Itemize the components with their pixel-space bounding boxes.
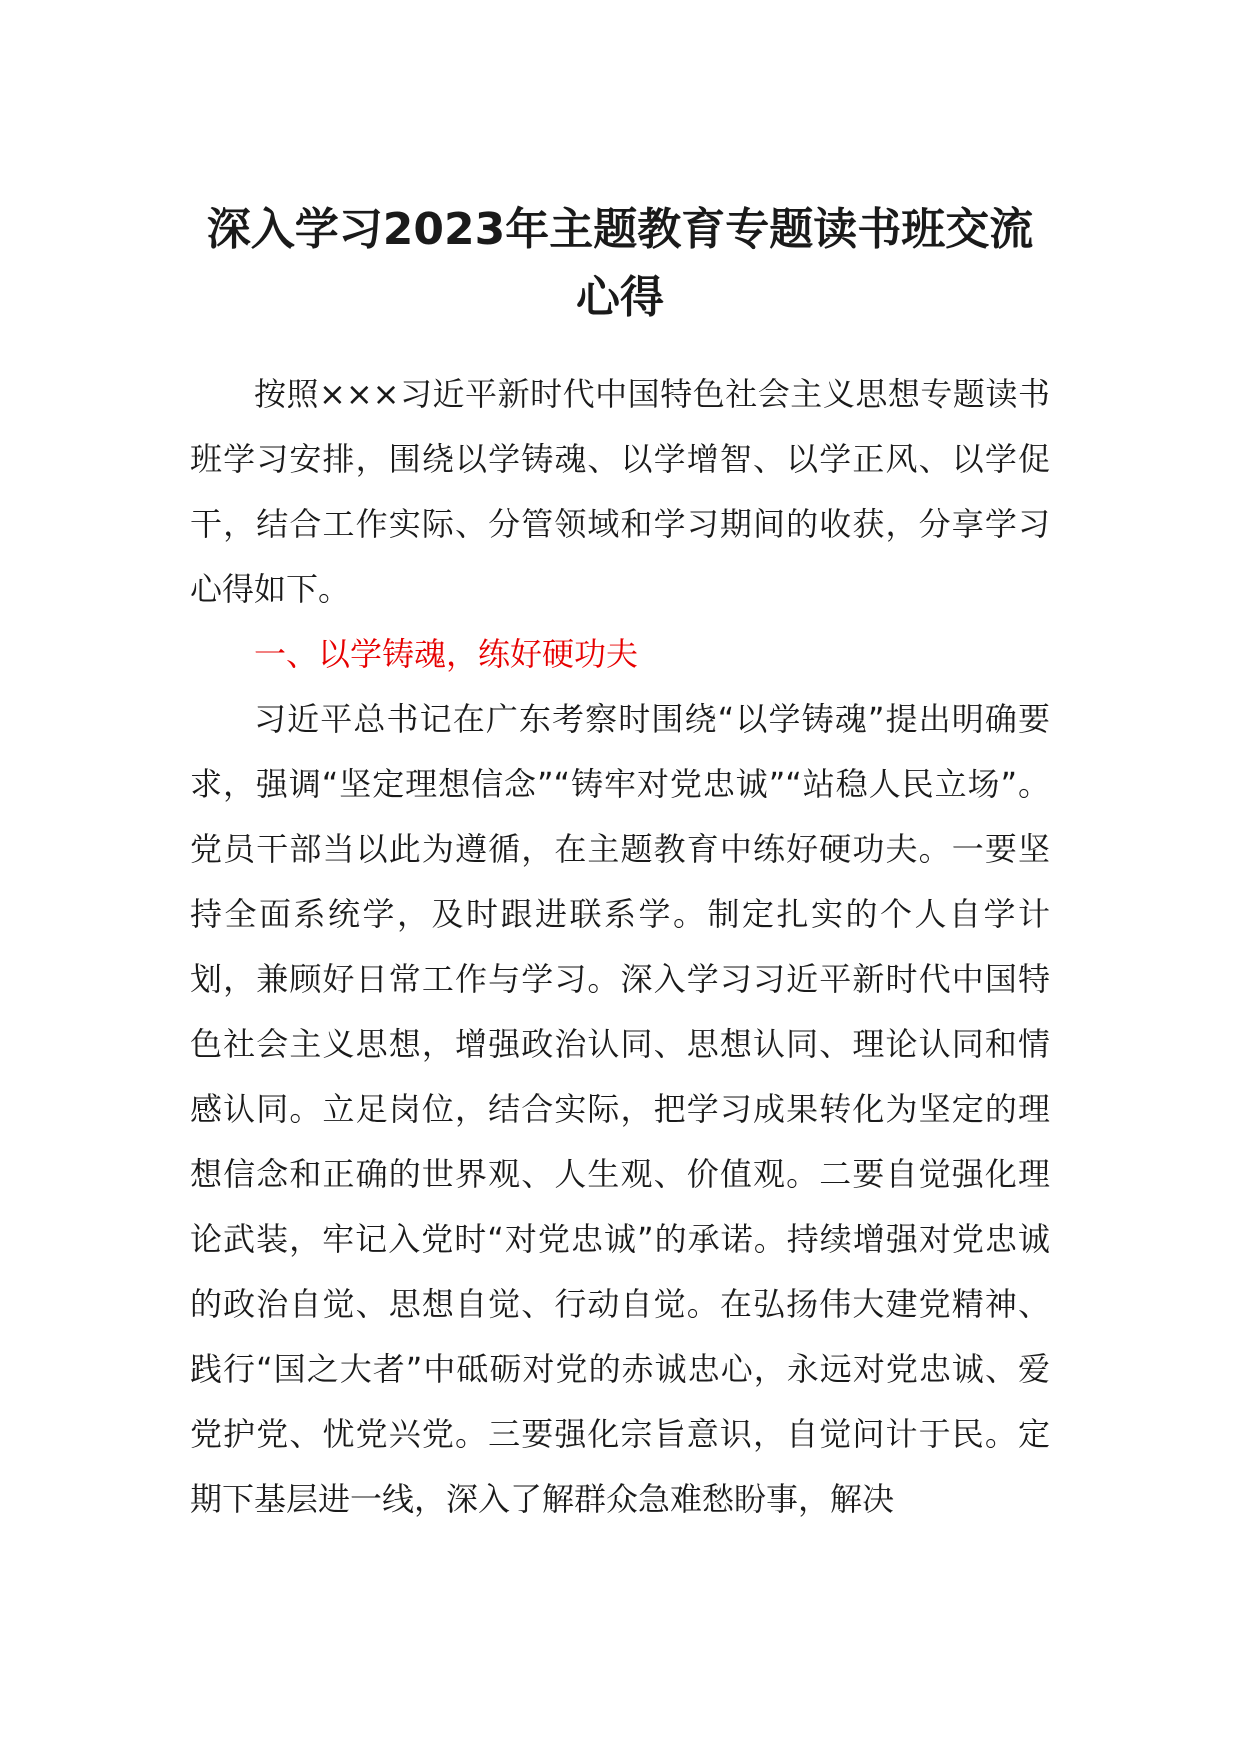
section-1-paragraph: 习近平总书记在广东考察时围绕“以学铸魂”提出明确要求，强调“坚定理想信念”“铸牢对党忠诚”“站稳人民立场”。党员干部当以此为遵循，在主题教育中练好硬功夫。一要坚持全面系统学，及时跟进联系学。制定扎实的个人自学计划，兼顾好日常工作与学习。深入学习习近平新时代中国特色社会主义思想，增强政治认同、思想认同、理论认同和情感认同。立足岗位，结合实际，把学习成果转化为坚定的理想信念和正确的世界观、人生观、价值观。二要自觉强化理论武装，牢记入党时“对党忠诚”的承诺。持续增强对党忠诚的政治自觉、思想自觉、行动自觉。在弘扬伟大建党精神、践行“国之大者”中砥砺对党的赤诚忠心，永远对党忠诚、爱党护党、忧党兴党。三要强化宗旨意识，自觉问计于民。定期下基层进一线，深入了解群众急难愁盼事，解决 xyxy=(190,700,1050,1518)
section-heading-1: 一、以学铸魂，练好硬功夫 xyxy=(254,635,639,673)
document-title xyxy=(180,196,1060,332)
title-line-1: 深入学习2023年主题教育专题读书班交流 xyxy=(206,204,1034,255)
intro-paragraph: 按照×××习近平新时代中国特色社会主义思想专题读书班学习安排，围绕以学铸魂、以学增智、以学正风、以学促干，结合工作实际、分管领域和学习期间的收获，分享学习心得如下。 xyxy=(190,375,1050,608)
document-body xyxy=(190,362,1050,1532)
title-line-2: 心得 xyxy=(576,272,664,323)
